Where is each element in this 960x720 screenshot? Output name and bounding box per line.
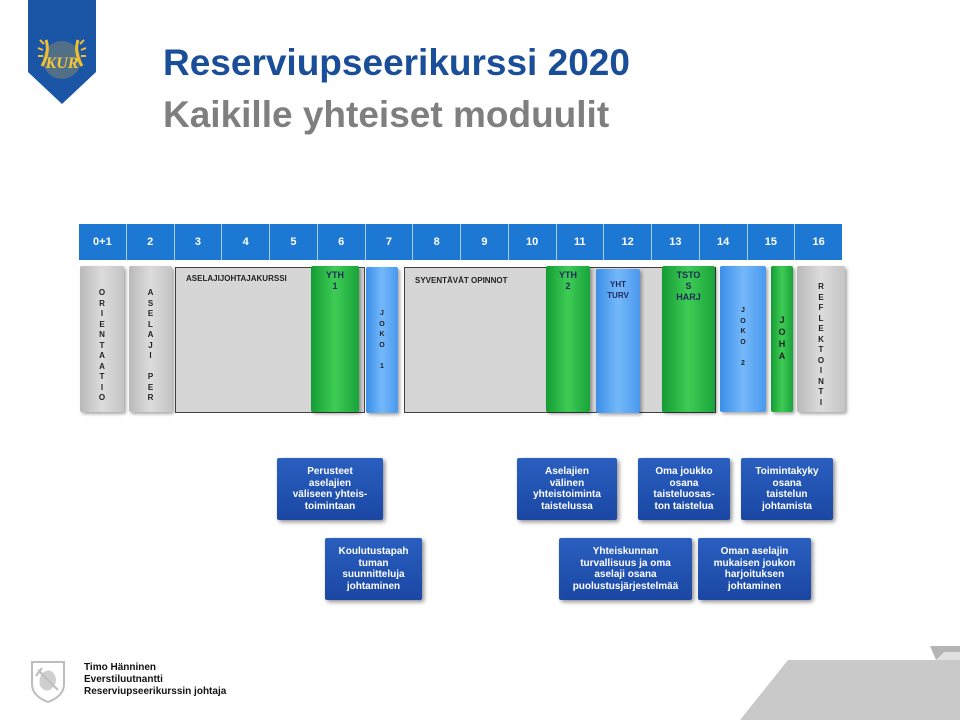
corner-decoration <box>740 646 960 720</box>
week-cell: 15 <box>748 224 796 260</box>
week-cell: 16 <box>795 224 842 260</box>
week-cell: 0+1 <box>79 224 127 260</box>
module-joko1 <box>366 267 398 413</box>
course-emblem-icon <box>28 0 96 104</box>
week-cell: 10 <box>509 224 557 260</box>
module-label: J O H A <box>778 315 786 361</box>
module-label: O R I E N T A A T I O <box>98 288 106 402</box>
week-header-row <box>79 224 842 260</box>
week-cell: 11 <box>557 224 605 260</box>
module-label: R E F L E K T O I N T I <box>817 282 825 407</box>
week-cell: 4 <box>222 224 270 260</box>
module-yth2 <box>546 266 590 412</box>
week-cell: 2 <box>127 224 175 260</box>
page-title: Reserviupseerikurssi 2020 <box>163 42 630 83</box>
module-orientaatio <box>80 266 124 412</box>
module-yht-turv <box>596 269 640 413</box>
module-label: YTH 2 <box>559 270 577 291</box>
module-label: TSTO S HARJ <box>676 270 701 302</box>
module-label: SYVENTÄVÄT OPINNOT <box>415 276 508 285</box>
card-koulutustapahtuman: Koulutustapah tuman suunnitteluja johtaminen <box>325 538 422 600</box>
module-label: J O K O 2 <box>740 307 746 367</box>
footer-name: Timo Hänninen <box>84 662 157 673</box>
week-cell: 6 <box>318 224 366 260</box>
card-perusteet: Perusteet aselajien väliseen yhteis- toimintaan <box>277 458 383 520</box>
module-joha <box>771 266 793 412</box>
week-cell: 3 <box>175 224 223 260</box>
card-oman-aselajin: Oman aselajin mukaisen joukon harjoituksen johtaminen <box>698 538 811 600</box>
module-label: ASELAJIJOHTAJAKURSSI <box>186 274 287 283</box>
module-reflektointi <box>797 266 845 412</box>
week-cell: 13 <box>652 224 700 260</box>
card-yhteiskunnan: Yhteiskunnan turvallisuus ja oma aselaji osana puolustusjärjestelmää <box>559 538 692 600</box>
card-toimintakyky: Toimintakyky osana taistelun johtamista <box>741 458 833 520</box>
card-oma-joukko: Oma joukko osana taisteluosas- ton taistelua <box>638 458 730 520</box>
module-label: A S E L A J I P E R <box>147 288 154 402</box>
page-subtitle: Kaikille yhteiset moduulit <box>163 94 610 135</box>
week-cell: 14 <box>700 224 748 260</box>
week-cell: 9 <box>461 224 509 260</box>
module-yth1 <box>311 266 359 412</box>
week-cell: 12 <box>604 224 652 260</box>
module-aselaji-per <box>129 266 172 412</box>
week-cell: 7 <box>366 224 414 260</box>
module-label: YTH 1 <box>326 270 344 291</box>
module-joko2 <box>720 266 766 412</box>
module-tstos-harj <box>662 266 715 412</box>
module-label: YHT TURV <box>607 280 629 300</box>
week-cell: 5 <box>270 224 318 260</box>
module-label: J O K O 1 <box>379 310 385 370</box>
lion-crest-icon <box>26 656 70 704</box>
footer-author <box>84 662 226 698</box>
card-aselajien-valinen: Aselajien välinen yhteistoiminta taistelussa <box>517 458 617 520</box>
emblem-text: KUR <box>45 55 79 72</box>
footer-rank: Everstiluutnantti <box>84 674 163 685</box>
week-cell: 8 <box>413 224 461 260</box>
footer-role: Reserviupseerikurssin johtaja <box>84 686 227 697</box>
